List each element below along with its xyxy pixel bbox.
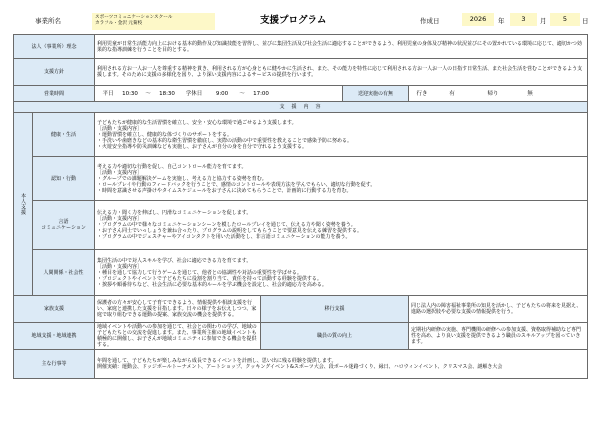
day-field <box>550 13 580 26</box>
community-support-text: 地域イベントや活動への参加を通じて、社会との関わりの学び、地域の子どもたちとの交流を促進します。また、事業所主催の地域イベントも積極的に開催し、お子さんが地域コミュニティに参加できる機会を提供する。 <box>95 323 261 350</box>
philosophy-label: 法人（事業所）理念 <box>14 35 95 59</box>
holiday-label: 学休日 <box>185 90 203 97</box>
family-support-label: 家族支援 <box>14 296 95 323</box>
policy-text: 利用される方お一人お一人を尊重する精神を貫き、利用される方が心身ともに健やかに生活され、また、その能力を特性に応じて利用される方お一人お一人の日指す日常生活、また社会生活を営むことができるよう支援します。そのために支援の多様化を図り、より深い支援内容によるサービスの提供を行います。 <box>95 59 588 86</box>
office-name-line2: カラフル・金沢 元菊校 <box>95 21 143 26</box>
weekday-label: 平日 <box>102 90 114 97</box>
policy-row <box>14 59 588 86</box>
main-support-label: 本人支援 <box>14 113 33 296</box>
cognitive-label: 認知・行動 <box>33 157 95 201</box>
hours-line <box>97 91 340 97</box>
language-row <box>14 201 588 250</box>
hours-row <box>14 86 588 102</box>
events-row <box>14 350 588 379</box>
hours-values <box>95 86 343 102</box>
social-row <box>14 250 588 296</box>
office-name-line1: スポーツコミュニケーションスクール <box>95 15 173 20</box>
holiday-start: 9:00 <box>215 90 229 97</box>
health-text: 子どもたちが健康的な生活習慣を確立し、安全・安心な環境で過ごせるよう支援します。 ［活動・支援内容］ ・運動習慣を確立し、健康的な体づくりのサポートをする。 ・手洗いや歯磨きなどの基本的な衛生習慣を徹底し、実際の活動の中で重要性を教えることで感染予防に努める。 ・火遊安全指導や防災訓練なども実施し、お子さんが自分の身を自分で守れるよう支援する。 <box>95 113 588 157</box>
day-unit: 日 <box>582 17 589 25</box>
support-content-header: 支 援 内 容 <box>14 102 588 113</box>
transport-line <box>411 91 585 97</box>
transport-values <box>409 86 588 102</box>
social-text: 集団生活の中で対人スキルを学び、社会に適応できる力を育てます。 ［活動・支援内容］ ・種目を通して協力して行うゲームを通じて、他者との協調性や対話の重要性を学ばせる。 ・プロジェクトやイベントで子どもたちに役割を割り当て、責任を持って活動する経験を提供する。 ・挨拶や順番待ちなど、社会生活に必要な基本的ルールを学ぶ機会を設定し、社会的適応力を高める。 <box>95 250 588 296</box>
outbound-value: 有 <box>449 90 455 97</box>
language-label: 言語 コミュニケーション <box>33 201 95 250</box>
community-staff-row <box>14 323 588 350</box>
day-value: 5 <box>562 15 568 23</box>
month-field <box>510 13 537 26</box>
weekday-end: 18:30 <box>159 90 175 97</box>
social-label: 人間関係・社会性 <box>33 250 95 296</box>
community-support-label: 地域支援・地域連携 <box>14 323 95 350</box>
events-label: 主な行事等 <box>14 350 95 379</box>
philosophy-text: 利用児童が日常生活能力向上における基本的動作及び知識技能を習得し、並びに集団生活及び社会生活に適応することができるよう、利用児童の身体及び精神の状況並びにその置かれている環境に応じて、適切かつ効果的な指導訓練を行うことを目的とする。 <box>95 35 588 59</box>
transition-support-text: 同じ法人内の障害福祉事業所の知見を活かし、子どもたちの将来を見据え、進路の選択肢や必要な支援の情報提供を行う。 <box>409 296 588 323</box>
year-value: 2026 <box>469 15 487 23</box>
support-program-table <box>13 34 588 379</box>
staff-quality-label: 職員の質の向上 <box>261 323 409 350</box>
return-label: 帰り <box>487 90 499 97</box>
month-unit: 月 <box>540 17 547 25</box>
health-label: 健康・生活 <box>33 113 95 157</box>
hours-label: 営業時間 <box>14 86 95 102</box>
cognitive-text: 考える力や適切な行動を促し、自己コントロール能力を育てます。 ［活動・支援内容］ ・グループでの課題解決ゲームを実施し、考える力と協力する姿勢を育む。 ・ロールプレイや行動のフィードバックを行うことで、感情のコントロールや表現方法を学んでもらい、適切な行動を促す。 ・時間を意識させる声掛けやタイムスケジュールをお子さんに決めてもらうことで、計画的に行動する力を育む。 <box>95 157 588 201</box>
year-field <box>462 13 494 26</box>
outbound-label: 行き <box>416 90 428 97</box>
policy-label: 支援方針 <box>14 59 95 86</box>
weekday-start: 10:30 <box>122 90 138 97</box>
philosophy-row <box>14 35 588 59</box>
events-text: 年間を通して、子どもたちが楽しみながら成長できるイベントを計画し、思い出に残る経験を提供します。 開催実績：運動会、ドッジボールトーナメント、アートショップ、クッキングイベント&スポーツ大会、段ボール迷路づくり、縁日、ハロウィンイベント、クリスマス会、謎解き大会 <box>95 350 588 379</box>
year-unit: 年 <box>498 17 505 25</box>
office-name-label: 事業所名 <box>35 17 61 25</box>
return-value: 無 <box>527 90 533 97</box>
cognitive-row <box>14 157 588 201</box>
family-transition-row <box>14 296 588 323</box>
family-support-text: 保護者の方々が安心して子育てできるよう、情報提供や相談支援を行い、家庭と連携した支援を目指します。日々の様子をお伝えしつつ、家庭で取り組むできる運動の提案、家族交流の機会を提供する。 <box>95 296 261 323</box>
content-header-row <box>14 102 588 113</box>
weekday-separator: ～ <box>145 90 151 97</box>
health-row <box>14 113 588 157</box>
language-text: 伝える力・聞く力を伸ばし、円滑なコミュニケーションを促します。 ［活動・支援内容］ ・プログラムの中で様々なコミュニケーションシーンを模したロールプレイを通じて、伝える力や聞く姿勢を養う。 ・お子さん同士でいっしょうを兼ね合ったり、プログラムの説明をしてもらうことで要意見を伝える練習を提供する。 ・プログラムの中でジェスチャーやアイコンタクトを用いた活動をし、非言語コミュニケーションの能力を養う。 <box>95 201 588 250</box>
holiday-separator: ～ <box>239 90 245 97</box>
created-date-label: 作成日 <box>420 17 440 25</box>
office-name-field <box>92 13 215 30</box>
page-title: 支援プログラム <box>260 15 327 26</box>
month-value: 3 <box>521 15 526 23</box>
transport-label: 送迎実施の有無 <box>343 86 409 102</box>
staff-quality-text: 定期社内研修の実施、専門機関の研修への参加支援、資格取得補助など専門性を高め、より良い支援を提供できるよう職員のスキルアップを図っていきます。 <box>409 323 588 350</box>
holiday-end: 17:00 <box>253 90 269 97</box>
transition-support-label: 移行支援 <box>261 296 409 323</box>
